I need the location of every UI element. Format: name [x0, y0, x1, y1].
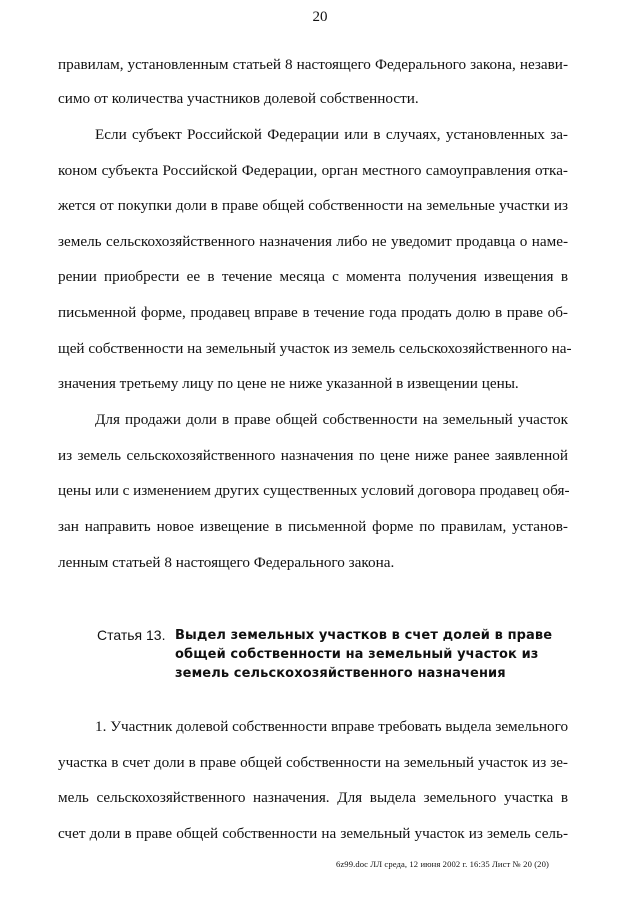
text-line: из земель сельскохозяйственного назначения по цене ниже ранее заявленной: [58, 447, 568, 464]
text-line: коном субъекта Российской Федерации, орган местного самоуправления отка-: [58, 162, 568, 179]
article-title-line: Выдел земельных участков в счет долей в праве: [175, 628, 553, 643]
article-title-line: общей собственности на земельный участок из: [175, 647, 539, 662]
text-line: мель сельскохозяйственного назначения. Для выдела земельного участка в: [58, 789, 568, 806]
article-title-line: земель сельскохозяйственного назначения: [175, 666, 506, 681]
text-line: участка в счет доли в праве общей собственности на земельный участок из зе-: [58, 754, 568, 771]
page-number: 20: [312, 9, 328, 25]
text-line: цены или с изменением других существенных условий договора продавец обя-: [58, 482, 570, 499]
text-line: жется от покупки доли в праве общей собственности на земельные участки из: [58, 197, 568, 214]
article-label: Статья 13.: [97, 627, 166, 643]
text-line: рении приобрести ее в течение месяца с момента получения извещения в: [58, 268, 568, 285]
text-line: щей собственности на земельный участок из земель сельскохозяйственного на-: [58, 340, 572, 357]
text-line: ленным статьей 8 настоящего Федерального закона.: [58, 554, 395, 571]
paragraph-first-line: Если субъект Российской Федерации или в случаях, установленных за-: [95, 126, 568, 143]
document-footer: 6z99.doc ЛЛ среда, 12 июня 2002 г. 16:35 Лист № 20 (20): [336, 859, 549, 869]
text-line: земель сельскохозяйственного назначения либо не уведомит продавца о наме-: [58, 233, 568, 250]
paragraph-first-line: Для продажи доли в праве общей собственности на земельный участок: [95, 411, 568, 428]
paragraph-first-line: 1. Участник долевой собственности вправе требовать выдела земельного: [95, 718, 569, 735]
text-line: зан направить новое извещение в письменной форме по правилам, установ-: [58, 518, 568, 535]
text-line: симо от количества участников долевой собственности.: [58, 90, 419, 107]
text-line: счет доли в праве общей собственности на земельный участок из земель сель-: [58, 825, 568, 842]
text-line: значения третьему лицу по цене не ниже указанной в извещении цены.: [58, 375, 519, 392]
text-line: письменной форме, продавец вправе в течение года продать долю в праве об-: [58, 304, 568, 321]
text-line: правилам, установленным статьей 8 настоящего Федерального закона, незави-: [58, 56, 568, 73]
